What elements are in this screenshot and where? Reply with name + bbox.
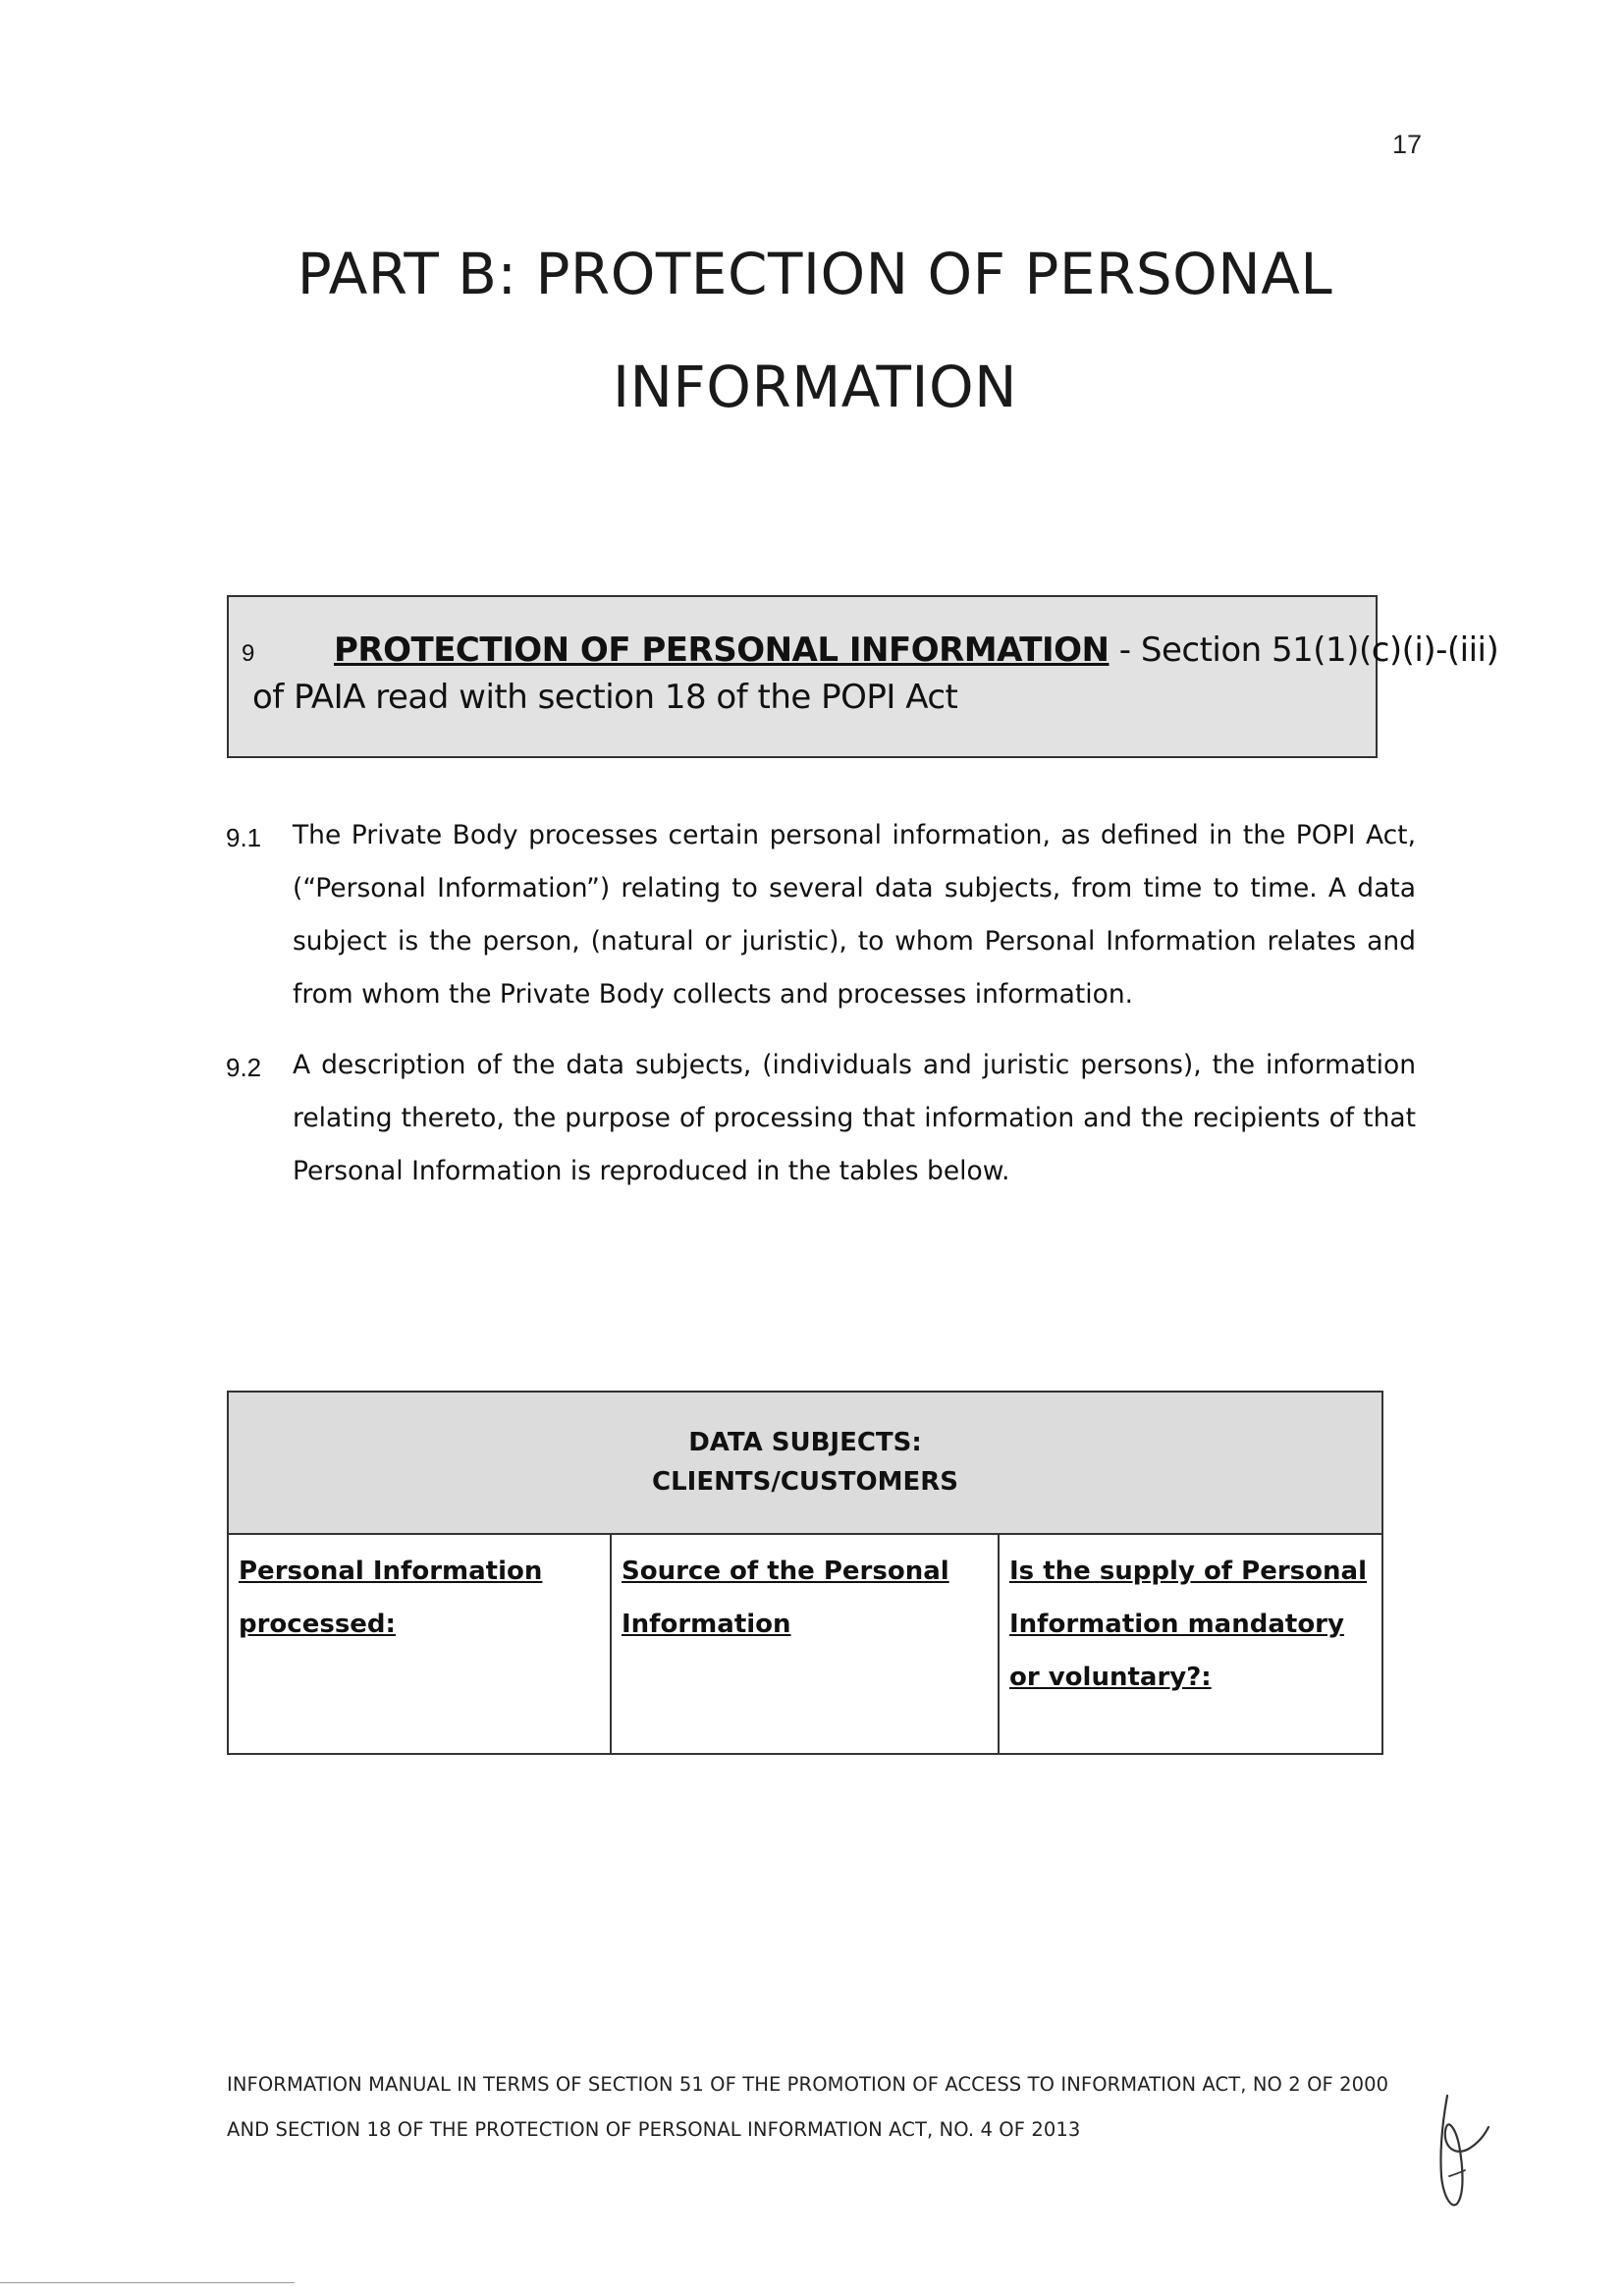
table-header-line2: CLIENTS/CUSTOMERS: [652, 1467, 958, 1497]
section-heading-line1: [334, 630, 1498, 670]
bottom-rule: [0, 2282, 295, 2283]
paragraph-text: A description of the data subjects, (individuals and juristic persons), the information relating thereto, the purpose of processing that information and the recipients of that Personal Information is reproduced in the tables below.: [293, 1050, 1416, 1186]
page-number: 17: [1391, 130, 1422, 159]
column-label: Personal Information processed:: [239, 1557, 543, 1639]
footer-line1: INFORMATION MANUAL IN TERMS OF SECTION 51 OF THE PROMOTION OF ACCESS TO INFORMATION ACT, NO 2 OF 2000: [227, 2073, 1389, 2096]
paragraph-9-2: [226, 1050, 1416, 1198]
footer: [227, 2062, 1435, 2153]
paragraph-number: 9.2: [226, 1053, 262, 1082]
paragraph-text: The Private Body processes certain personal information, as defined in the POPI Act, (“Personal Information”) relating to several data subjects, from time to time. A data subject is the person, (natural or juristic), to whom Personal Information relates and from whom the Private Body collects and processes information.: [293, 820, 1416, 1010]
table-cell-personal-information: [228, 1534, 611, 1754]
section-heading-reference: - Section 51(1)(c)(i)-(iii): [1109, 630, 1499, 670]
paragraph-9-1: [226, 820, 1416, 1021]
table-header: [228, 1392, 1382, 1534]
column-label: Source of the Personal Information: [622, 1557, 949, 1639]
section-heading-box: [227, 595, 1499, 758]
table-header-row: [228, 1392, 1382, 1534]
handwritten-initial-icon: [1426, 2088, 1494, 2215]
part-title-line1: PART B: PROTECTION OF PERSONAL: [297, 241, 1333, 307]
table-header-line1: DATA SUBJECTS:: [688, 1428, 922, 1457]
footer-line2: AND SECTION 18 OF THE PROTECTION OF PERSONAL INFORMATION ACT, NO. 4 OF 2013: [227, 2118, 1081, 2141]
part-title-line2: INFORMATION: [612, 354, 1018, 420]
table-cell-source: [611, 1534, 999, 1754]
table-row: [228, 1534, 1382, 1754]
table-cell-mandatory-voluntary: [999, 1534, 1382, 1754]
paragraph-number: 9.1: [226, 823, 262, 852]
column-label: Is the supply of Personal Information mandatory or voluntary?:: [1009, 1557, 1367, 1692]
data-subjects-table: [227, 1391, 1383, 1755]
section-heading-line2: of PAIA read with section 18 of the POPI Act: [252, 678, 958, 717]
section-heading-title: PROTECTION OF PERSONAL INFORMATION: [334, 630, 1110, 670]
section-number: 9: [242, 640, 255, 667]
